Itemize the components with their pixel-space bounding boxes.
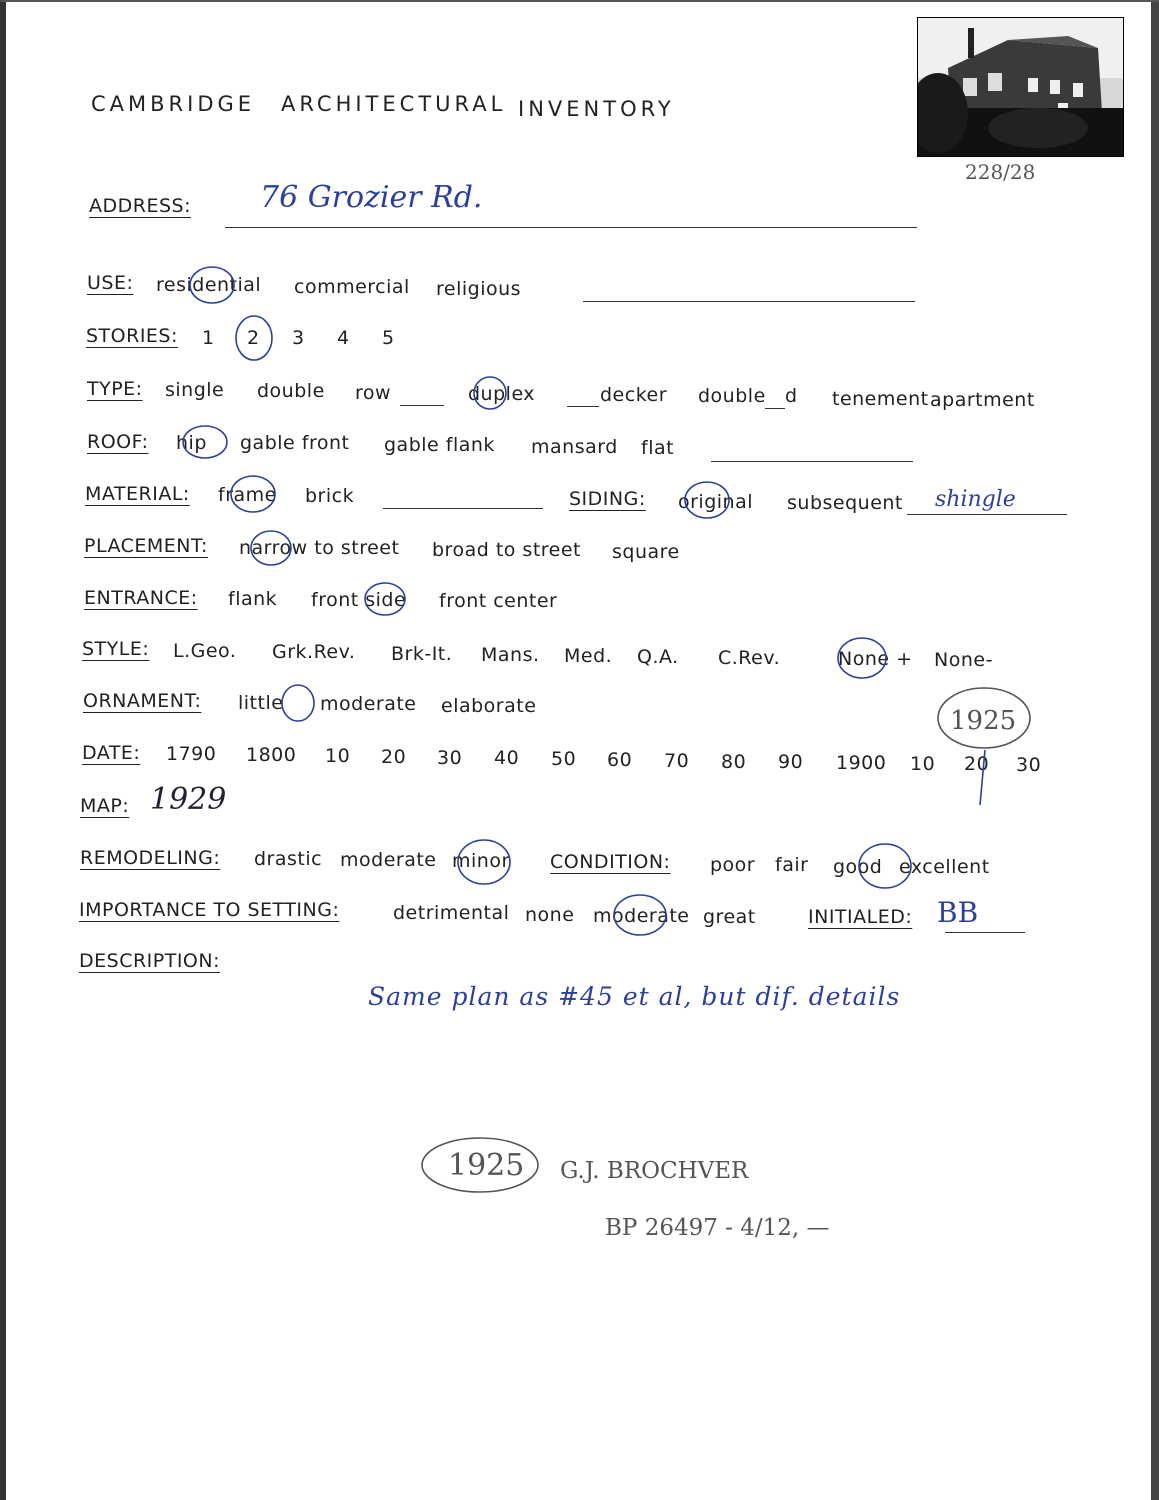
date-annotation: 1925 — [950, 706, 1017, 736]
photo-number: 228/28 — [965, 160, 1036, 184]
style-brkit: Brk-It. — [391, 643, 453, 665]
date-label: DATE: — [82, 742, 141, 764]
description-value: Same plan as #45 et al, but dif. details — [368, 982, 901, 1011]
initialed-line — [945, 932, 1025, 933]
date-20: 20 — [381, 746, 407, 768]
importance-none: none — [525, 904, 575, 926]
house-photo — [917, 17, 1124, 157]
date-40: 40 — [494, 747, 520, 769]
siding-subsequent: subsequent — [787, 492, 903, 514]
material-other-line — [383, 508, 543, 509]
remodeling-moderate: moderate — [340, 849, 437, 871]
siding-label: SIDING: — [569, 488, 646, 510]
note-year: 1925 — [448, 1148, 525, 1183]
remodeling-label: REMODELING: — [80, 847, 221, 869]
type-label: TYPE: — [87, 378, 143, 400]
type-apartment: apartment — [930, 389, 1035, 411]
siding-original: original — [678, 491, 754, 513]
type-double-d: double — [698, 385, 766, 407]
material-frame: frame — [218, 484, 277, 506]
ornament-elaborate: elaborate — [441, 695, 537, 717]
use-residential: residential — [156, 274, 262, 296]
importance-moderate: moderate — [593, 905, 690, 927]
style-none-minus: None- — [934, 649, 993, 671]
stories-label: STORIES: — [86, 325, 178, 347]
type-row: row — [355, 382, 392, 404]
type-decker: decker — [600, 384, 668, 406]
condition-good: good — [833, 856, 883, 878]
date-1790: 1790 — [166, 743, 217, 765]
roof-gable-front: gable front — [240, 432, 350, 454]
initialed-value: BB — [937, 896, 979, 929]
style-lgeo: L.Geo. — [173, 640, 237, 662]
date-1920: 20 — [964, 753, 990, 775]
address-line — [225, 227, 917, 228]
material-brick: brick — [305, 485, 355, 507]
placement-label: PLACEMENT: — [84, 535, 208, 557]
type-tenement: tenement — [832, 388, 929, 410]
roof-gable-flank: gable flank — [384, 434, 495, 456]
description-label: DESCRIPTION: — [79, 950, 221, 972]
roof-flat: flat — [641, 437, 675, 459]
importance-great: great — [703, 906, 756, 928]
remodeling-minor: minor — [452, 850, 510, 872]
type-double-d-line — [765, 408, 785, 409]
date-1800: 1800 — [246, 744, 297, 766]
entrance-label: ENTRANCE: — [84, 587, 198, 609]
type-row-line — [400, 405, 444, 406]
date-70: 70 — [664, 750, 690, 772]
stories-5: 5 — [382, 327, 395, 349]
type-double: double — [257, 380, 325, 402]
note-permit: BP 26497 - 4/12, — — [605, 1215, 830, 1241]
roof-mansard: mansard — [531, 436, 618, 458]
ornament-label: ORNAMENT: — [83, 690, 202, 712]
style-grkrev: Grk.Rev. — [272, 641, 356, 663]
date-60: 60 — [607, 749, 633, 771]
header-inventory: INVENTORY — [518, 97, 675, 121]
placement-square: square — [612, 541, 680, 563]
roof-other-line — [711, 461, 913, 462]
date-50: 50 — [551, 748, 577, 770]
use-other-line — [583, 301, 915, 302]
condition-fair: fair — [775, 854, 809, 876]
placement-narrow: narrow to street — [239, 537, 400, 559]
importance-label: IMPORTANCE TO SETTING: — [79, 899, 340, 921]
address-value: 76 Grozier Rd. — [260, 180, 483, 215]
date-10: 10 — [325, 745, 351, 767]
date-1900: 1900 — [836, 752, 887, 774]
material-label: MATERIAL: — [85, 483, 190, 505]
header-architectural: ARCHITECTURAL — [281, 92, 507, 116]
type-single: single — [165, 379, 225, 401]
map-label: MAP: — [80, 795, 130, 817]
note-architect: G.J. BROCHVER — [560, 1158, 749, 1184]
entrance-front-center: front center — [439, 590, 558, 612]
style-crev: C.Rev. — [718, 647, 781, 669]
style-mans: Mans. — [481, 644, 540, 666]
placement-broad: broad to street — [432, 539, 582, 561]
style-none-plus: None + — [838, 648, 913, 670]
initialed-label: INITIALED: — [808, 906, 913, 928]
entrance-flank: flank — [228, 588, 278, 610]
use-commercial: commercial — [294, 276, 410, 298]
style-qa: Q.A. — [637, 646, 679, 668]
date-80: 80 — [721, 751, 747, 773]
ornament-little: little — [238, 692, 284, 714]
type-decker-line — [567, 406, 599, 407]
remodeling-drastic: drastic — [254, 848, 323, 870]
style-label: STYLE: — [82, 638, 150, 660]
stories-2: 2 — [247, 327, 260, 349]
condition-excellent: excellent — [899, 856, 990, 878]
use-religious: religious — [436, 278, 522, 300]
type-duplex: duplex — [468, 383, 536, 405]
siding-value: shingle — [935, 487, 1016, 512]
type-d: d — [785, 385, 798, 407]
map-value: 1929 — [150, 782, 227, 817]
date-90: 90 — [778, 751, 804, 773]
siding-line — [907, 514, 1067, 515]
date-1910: 10 — [910, 753, 936, 775]
style-med: Med. — [564, 645, 613, 667]
stories-1: 1 — [202, 327, 215, 349]
use-label: USE: — [87, 272, 134, 294]
date-1930: 30 — [1016, 754, 1042, 776]
ornament-moderate: moderate — [320, 693, 417, 715]
header-cambridge: CAMBRIDGE — [91, 92, 256, 116]
roof-hip: hip — [176, 432, 207, 454]
circle-little — [282, 685, 314, 721]
address-label: ADDRESS: — [89, 195, 191, 217]
roof-label: ROOF: — [87, 431, 149, 453]
entrance-front-side: front side — [311, 589, 407, 611]
condition-poor: poor — [710, 854, 756, 876]
date-30: 30 — [437, 747, 463, 769]
importance-detrimental: detrimental — [393, 902, 510, 924]
stories-3: 3 — [292, 327, 305, 349]
condition-label: CONDITION: — [550, 851, 671, 873]
stories-4: 4 — [337, 327, 350, 349]
